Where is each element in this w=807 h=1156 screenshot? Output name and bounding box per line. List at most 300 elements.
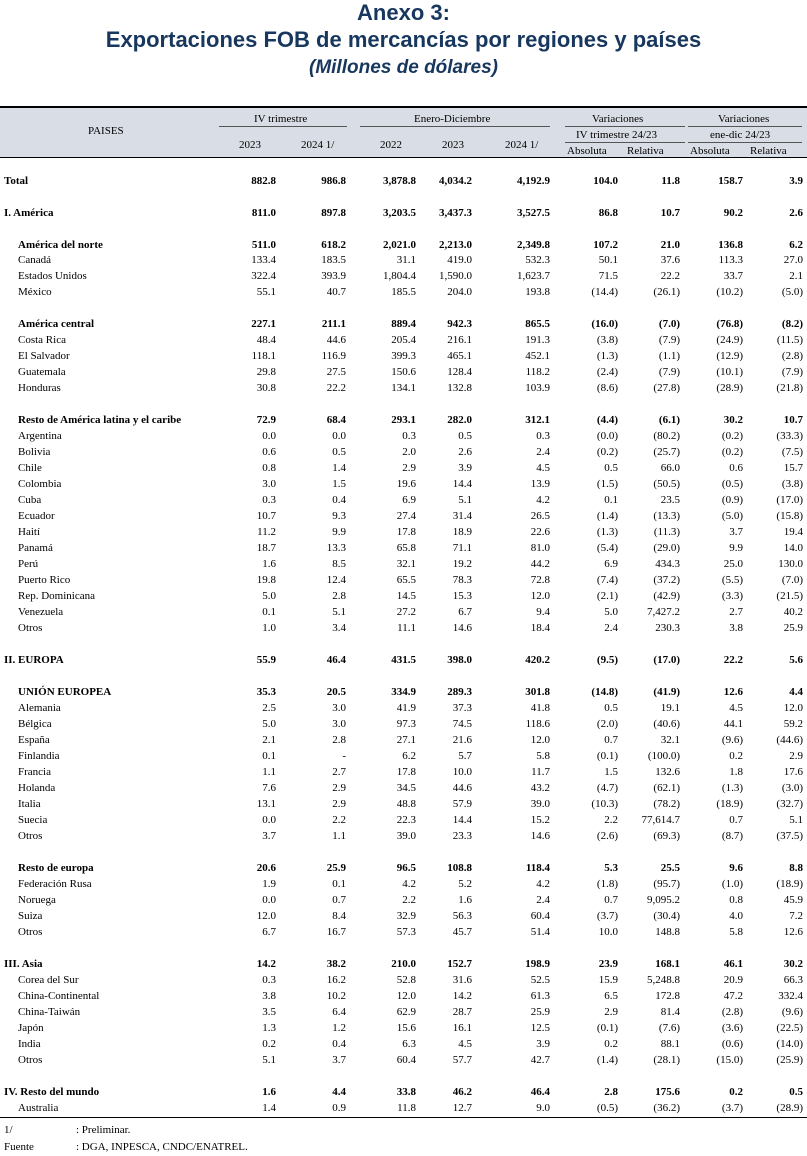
table-cell: 14.6 — [530, 830, 550, 842]
table-cell: 4.0 — [729, 910, 743, 922]
table-cell: 50.1 — [598, 254, 618, 266]
table-cell: 60.4 — [530, 910, 550, 922]
table-cell: 2.9 — [332, 798, 346, 810]
table-cell: 0.1 — [604, 494, 618, 506]
footnote-key: 1/ — [4, 1124, 13, 1136]
units-subtitle: (Millones de dólares) — [309, 57, 498, 78]
table-cell: 11.1 — [397, 622, 416, 634]
table-cell: 14.4 — [452, 814, 472, 826]
row-label: Colombia — [18, 478, 62, 490]
table-cell: 66.0 — [660, 462, 680, 474]
table-cell: (32.7) — [776, 798, 803, 810]
table-cell: 3.7 — [262, 830, 276, 842]
table-cell: 4.5 — [458, 1038, 472, 1050]
table-cell: 16.1 — [452, 1022, 472, 1034]
table-cell: (28.1) — [653, 1054, 680, 1066]
table-cell: 133.4 — [251, 254, 276, 266]
table-cell: 52.5 — [530, 974, 550, 986]
table-row — [0, 1052, 807, 1068]
table-cell: 37.3 — [452, 702, 472, 714]
table-cell: 15.2 — [530, 814, 550, 826]
table-cell: 4.4 — [789, 686, 803, 698]
table-cell: 1,590.0 — [439, 270, 472, 282]
table-row — [0, 876, 807, 892]
table-cell: 7.6 — [262, 782, 276, 794]
col-header: 2023 — [239, 139, 261, 151]
table-cell: 65.5 — [396, 574, 416, 586]
table-cell: 72.8 — [530, 574, 550, 586]
table-row — [0, 1036, 807, 1052]
table-cell: 5.0 — [262, 590, 276, 602]
table-cell: (0.1) — [596, 750, 618, 762]
table-cell: 32.1 — [660, 734, 680, 746]
row-label: Finlandia — [18, 750, 60, 762]
table-cell: (8.7) — [721, 830, 743, 842]
table-cell: 1.9 — [262, 878, 276, 890]
table-cell: 312.1 — [525, 414, 550, 426]
table-cell: (10.3) — [591, 798, 618, 810]
row-label: I. América — [4, 207, 54, 219]
row-label: Suecia — [18, 814, 48, 826]
table-row — [0, 796, 807, 812]
table-cell: 17.8 — [396, 526, 416, 538]
row-label: Holanda — [18, 782, 56, 794]
table-cell: 4.5 — [536, 462, 550, 474]
table-cell: 16.2 — [326, 974, 346, 986]
table-cell: 1.0 — [262, 622, 276, 634]
row-label: Noruega — [18, 894, 56, 906]
table-cell: 4,192.9 — [517, 175, 550, 187]
table-cell: (10.1) — [716, 366, 743, 378]
table-cell: (33.3) — [776, 430, 803, 442]
table-cell: 0.0 — [262, 814, 276, 826]
table-cell: 118.6 — [525, 718, 550, 730]
table-cell: 56.3 — [452, 910, 472, 922]
table-cell: 0.8 — [729, 894, 743, 906]
table-cell: 6.2 — [402, 750, 416, 762]
table-row — [0, 620, 807, 636]
table-cell: (12.9) — [716, 350, 743, 362]
table-cell: 41.8 — [530, 702, 550, 714]
table-cell: 3.8 — [262, 990, 276, 1002]
table-row — [0, 1020, 807, 1036]
table-row — [0, 556, 807, 572]
table-cell: 25.0 — [723, 558, 743, 570]
table-cell: 986.8 — [321, 175, 346, 187]
table-cell: (0.2) — [596, 446, 618, 458]
table-cell: 0.7 — [604, 894, 618, 906]
table-row — [0, 492, 807, 508]
table-cell: 55.1 — [256, 286, 276, 298]
col-header: 2024 1/ — [301, 139, 335, 151]
table-cell: 46.1 — [723, 958, 743, 970]
table-cell: 0.6 — [729, 462, 743, 474]
table-cell: 6.7 — [262, 926, 276, 938]
table-cell: 0.4 — [332, 494, 346, 506]
table-cell: (7.0) — [781, 574, 803, 586]
table-cell: 2.0 — [402, 446, 416, 458]
table-cell: (6.1) — [658, 414, 680, 426]
table-row — [0, 508, 807, 524]
table-cell: 4.2 — [536, 494, 550, 506]
table-cell: 2.7 — [729, 606, 743, 618]
table-cell: 419.0 — [447, 254, 472, 266]
table-cell: (41.9) — [653, 686, 680, 698]
table-cell: 12.4 — [326, 574, 346, 586]
table-cell: 0.2 — [262, 1038, 276, 1050]
table-cell: 6.7 — [458, 606, 472, 618]
table-cell: 2,349.8 — [517, 239, 550, 251]
table-cell: (1.4) — [596, 1054, 618, 1066]
table-cell: 5.3 — [604, 862, 618, 874]
table-cell: 118.1 — [251, 350, 276, 362]
table-cell: (4.7) — [596, 782, 618, 794]
table-cell: 16.7 — [326, 926, 346, 938]
table-cell: (3.8) — [596, 334, 618, 346]
table-cell: 3.8 — [729, 622, 743, 634]
table-cell: (76.8) — [716, 318, 743, 330]
table-cell: 9.3 — [332, 510, 346, 522]
table-bottom-rule — [0, 1117, 807, 1118]
table-cell: 393.9 — [321, 270, 346, 282]
table-cell: 18.4 — [530, 622, 550, 634]
table-cell: (0.0) — [596, 430, 618, 442]
variaciones1-sub-rule — [565, 142, 685, 143]
table-cell: 942.3 — [447, 318, 472, 330]
table-cell: 44.2 — [530, 558, 550, 570]
table-cell: 86.8 — [598, 207, 618, 219]
table-cell: 3.9 — [458, 462, 472, 474]
table-cell: 57.3 — [396, 926, 416, 938]
table-row — [0, 684, 807, 700]
row-label: El Salvador — [18, 350, 70, 362]
table-cell: (95.7) — [653, 878, 680, 890]
table-row — [0, 428, 807, 444]
table-cell: 6.2 — [789, 239, 803, 251]
table-cell: 14.2 — [256, 958, 276, 970]
table-cell: 1.4 — [332, 462, 346, 474]
row-label: China-Continental — [18, 990, 100, 1002]
table-row — [0, 604, 807, 620]
table-cell: 5.1 — [458, 494, 472, 506]
table-cell: 3,878.8 — [383, 175, 416, 187]
table-cell: (7.9) — [781, 366, 803, 378]
table-cell: 19.2 — [452, 558, 472, 570]
row-label: Haití — [18, 526, 40, 538]
table-cell: 1.5 — [604, 766, 618, 778]
table-cell: - — [342, 750, 346, 762]
table-cell: 57.9 — [452, 798, 472, 810]
table-row — [0, 924, 807, 940]
table-cell: (21.8) — [776, 382, 803, 394]
table-cell: 0.5 — [604, 702, 618, 714]
table-cell: (5.4) — [596, 542, 618, 554]
row-label: Resto de América latina y el caribe — [18, 414, 182, 426]
table-cell: 10.0 — [452, 766, 472, 778]
table-cell: (1.5) — [596, 478, 618, 490]
row-label: Francia — [18, 766, 51, 778]
table-cell: 10.7 — [256, 510, 276, 522]
iv-trimestre-rule — [219, 126, 347, 127]
table-cell: 511.0 — [251, 239, 276, 251]
table-cell: (2.1) — [596, 590, 618, 602]
table-cell: (3.7) — [721, 1102, 743, 1114]
table-cell: 5.1 — [332, 606, 346, 618]
table-row — [0, 380, 807, 396]
table-row — [0, 316, 807, 332]
table-cell: 2.9 — [402, 462, 416, 474]
table-cell: 150.6 — [391, 366, 416, 378]
table-cell: 19.4 — [783, 526, 803, 538]
table-cell: 41.9 — [396, 702, 416, 714]
table-cell: 0.5 — [604, 462, 618, 474]
table-cell: 62.9 — [396, 1006, 416, 1018]
table-cell: 34.5 — [396, 782, 416, 794]
table-cell: 2.5 — [262, 702, 276, 714]
table-cell: 8.4 — [332, 910, 346, 922]
row-label: América central — [18, 318, 95, 330]
table-row — [0, 237, 807, 253]
table-cell: (36.2) — [653, 1102, 680, 1114]
table-cell: 0.0 — [262, 430, 276, 442]
table-cell: 25.9 — [530, 1006, 550, 1018]
variaciones2-sub-rule — [688, 142, 802, 143]
table-cell: 1.1 — [262, 766, 276, 778]
table-cell: 1.6 — [458, 894, 472, 906]
table-cell: 77,614.7 — [641, 814, 680, 826]
table-cell: (9.6) — [781, 1006, 803, 1018]
table-cell: (44.6) — [776, 734, 803, 746]
table-cell: 134.1 — [391, 382, 416, 394]
table-cell: (1.8) — [596, 878, 618, 890]
table-cell: (50.5) — [653, 478, 680, 490]
table-title: Exportaciones FOB de mercancías por regiones y países — [105, 27, 702, 52]
table-cell: 2.9 — [332, 782, 346, 794]
table-cell: 23.9 — [598, 958, 618, 970]
table-row — [0, 444, 807, 460]
table-cell: 5.0 — [262, 718, 276, 730]
col-header: 2023 — [442, 139, 464, 151]
table-cell: 4.5 — [729, 702, 743, 714]
table-cell: 13.1 — [256, 798, 276, 810]
table-cell: 22.2 — [660, 270, 680, 282]
table-cell: 4.2 — [536, 878, 550, 890]
source-text: : DGA, INPESCA, CNDC/ENATREL. — [76, 1141, 248, 1153]
table-cell: (15.0) — [716, 1054, 743, 1066]
table-cell: 12.7 — [452, 1102, 472, 1114]
table-cell: 97.3 — [396, 718, 416, 730]
variaciones1-subheader: IV trimestre 24/23 — [576, 129, 658, 141]
table-cell: 889.4 — [391, 318, 416, 330]
table-cell: 2.1 — [789, 270, 803, 282]
table-cell: (7.9) — [658, 334, 680, 346]
table-cell: 118.4 — [525, 862, 550, 874]
table-cell: 21.6 — [452, 734, 472, 746]
table-cell: 0.2 — [729, 750, 743, 762]
table-row — [0, 348, 807, 364]
table-cell: 9.9 — [332, 526, 346, 538]
table-cell: 3.7 — [729, 526, 743, 538]
table-cell: (16.0) — [591, 318, 618, 330]
table-cell: 0.6 — [262, 446, 276, 458]
table-cell: (18.9) — [776, 878, 803, 890]
table-cell: 59.2 — [783, 718, 803, 730]
table-row — [0, 732, 807, 748]
col-header: Absoluta — [690, 145, 730, 157]
table-cell: (2.4) — [596, 366, 618, 378]
table-cell: 66.3 — [783, 974, 803, 986]
table-cell: (15.8) — [776, 510, 803, 522]
table-cell: 5.1 — [262, 1054, 276, 1066]
row-label: India — [18, 1038, 41, 1050]
table-cell: (26.1) — [653, 286, 680, 298]
enero-diciembre-header: Enero-Diciembre — [414, 113, 491, 125]
table-cell: 399.3 — [391, 350, 416, 362]
table-cell: 191.3 — [525, 334, 550, 346]
table-row — [0, 764, 807, 780]
table-cell: 452.1 — [525, 350, 550, 362]
table-cell: (14.8) — [591, 686, 618, 698]
table-cell: 33.7 — [723, 270, 743, 282]
table-cell: 210.0 — [391, 958, 416, 970]
col-header: 2024 1/ — [505, 139, 539, 151]
table-cell: (14.4) — [591, 286, 618, 298]
row-label: Perú — [18, 558, 39, 570]
table-cell: 22.3 — [396, 814, 416, 826]
table-cell: 30.2 — [783, 958, 803, 970]
table-cell: 12.6 — [783, 926, 803, 938]
table-cell: 29.8 — [256, 366, 276, 378]
table-row — [0, 173, 807, 189]
table-cell: 0.7 — [332, 894, 346, 906]
table-row — [0, 1100, 807, 1116]
table-cell: 23.5 — [660, 494, 680, 506]
table-cell: (0.5) — [596, 1102, 618, 1114]
col-header: Relativa — [750, 145, 787, 157]
table-cell: 0.5 — [789, 1086, 803, 1098]
table-cell: (30.4) — [653, 910, 680, 922]
table-cell: 0.2 — [604, 1038, 618, 1050]
table-cell: 2.9 — [604, 1006, 618, 1018]
table-cell: 865.5 — [525, 318, 550, 330]
table-cell: 107.2 — [593, 239, 618, 251]
table-cell: 72.9 — [256, 414, 276, 426]
table-cell: 14.2 — [452, 990, 472, 1002]
table-cell: 48.8 — [396, 798, 416, 810]
row-label: IV. Resto del mundo — [4, 1086, 100, 1098]
header-bottom-rule — [0, 157, 807, 158]
table-cell: 11.7 — [531, 766, 550, 778]
table-cell: 18.9 — [452, 526, 472, 538]
table-cell: 38.2 — [326, 958, 346, 970]
table-cell: 39.0 — [530, 798, 550, 810]
table-row — [0, 460, 807, 476]
table-cell: 78.3 — [452, 574, 472, 586]
table-row — [0, 268, 807, 284]
variaciones2-rule — [688, 126, 802, 127]
table-cell: 332.4 — [778, 990, 803, 1002]
table-cell: 61.3 — [530, 990, 550, 1002]
table-cell: 55.9 — [256, 654, 276, 666]
row-label: Otros — [18, 1054, 43, 1066]
table-cell: (2.0) — [596, 718, 618, 730]
table-cell: 0.3 — [402, 430, 416, 442]
table-cell: 113.3 — [718, 254, 743, 266]
col-header: Absoluta — [567, 145, 607, 157]
table-row — [0, 652, 807, 668]
row-label: Otros — [18, 926, 43, 938]
table-cell: 104.0 — [593, 175, 618, 187]
row-label: Corea del Sur — [18, 974, 79, 986]
table-cell: 172.8 — [655, 990, 680, 1002]
table-cell: (3.7) — [596, 910, 618, 922]
table-cell: 193.8 — [525, 286, 550, 298]
table-cell: 47.2 — [723, 990, 743, 1002]
table-cell: 3.9 — [536, 1038, 550, 1050]
table-cell: 293.1 — [391, 414, 416, 426]
table-cell: 8.5 — [332, 558, 346, 570]
table-cell: 43.2 — [530, 782, 550, 794]
table-cell: 44.6 — [326, 334, 346, 346]
table-cell: 27.5 — [326, 366, 346, 378]
table-cell: 65.8 — [396, 542, 416, 554]
table-cell: 46.2 — [452, 1086, 472, 1098]
table-cell: 1.2 — [332, 1022, 346, 1034]
table-cell: (25.9) — [776, 1054, 803, 1066]
table-cell: 1.5 — [332, 478, 346, 490]
table-cell: (25.7) — [653, 446, 680, 458]
table-cell: 0.7 — [729, 814, 743, 826]
table-cell: 2.4 — [604, 622, 618, 634]
variaciones2-header: Variaciones — [718, 113, 770, 125]
table-cell: (11.3) — [653, 526, 680, 538]
table-cell: (78.2) — [653, 798, 680, 810]
table-cell: 118.2 — [525, 366, 550, 378]
table-cell: 48.4 — [256, 334, 276, 346]
table-cell: 14.5 — [396, 590, 416, 602]
table-cell: 32.9 — [396, 910, 416, 922]
row-label: China-Taiwán — [18, 1006, 81, 1018]
table-cell: 11.2 — [257, 526, 276, 538]
table-cell: 230.3 — [655, 622, 680, 634]
table-row — [0, 1084, 807, 1100]
table-cell: 31.4 — [452, 510, 472, 522]
table-cell: (7.5) — [781, 446, 803, 458]
table-cell: 5.1 — [789, 814, 803, 826]
table-cell: 204.0 — [447, 286, 472, 298]
table-cell: (3.3) — [721, 590, 743, 602]
table-cell: 132.6 — [655, 766, 680, 778]
table-cell: 420.2 — [525, 654, 550, 666]
table-cell: (7.9) — [658, 366, 680, 378]
table-cell: 20.5 — [326, 686, 346, 698]
row-label: Rep. Dominicana — [18, 590, 95, 602]
row-label: Cuba — [18, 494, 42, 506]
table-cell: 0.7 — [604, 734, 618, 746]
row-label: Costa Rica — [18, 334, 66, 346]
table-cell: 27.4 — [396, 510, 416, 522]
row-label: Argentina — [18, 430, 62, 442]
table-cell: (4.4) — [596, 414, 618, 426]
table-cell: 1,804.4 — [383, 270, 416, 282]
table-cell: 13.9 — [530, 478, 550, 490]
table-cell: (27.8) — [653, 382, 680, 394]
table-cell: 12.0 — [530, 590, 550, 602]
table-cell: (10.2) — [716, 286, 743, 298]
variaciones1-header: Variaciones — [592, 113, 644, 125]
table-cell: (7.6) — [658, 1022, 680, 1034]
table-cell: 37.6 — [660, 254, 680, 266]
